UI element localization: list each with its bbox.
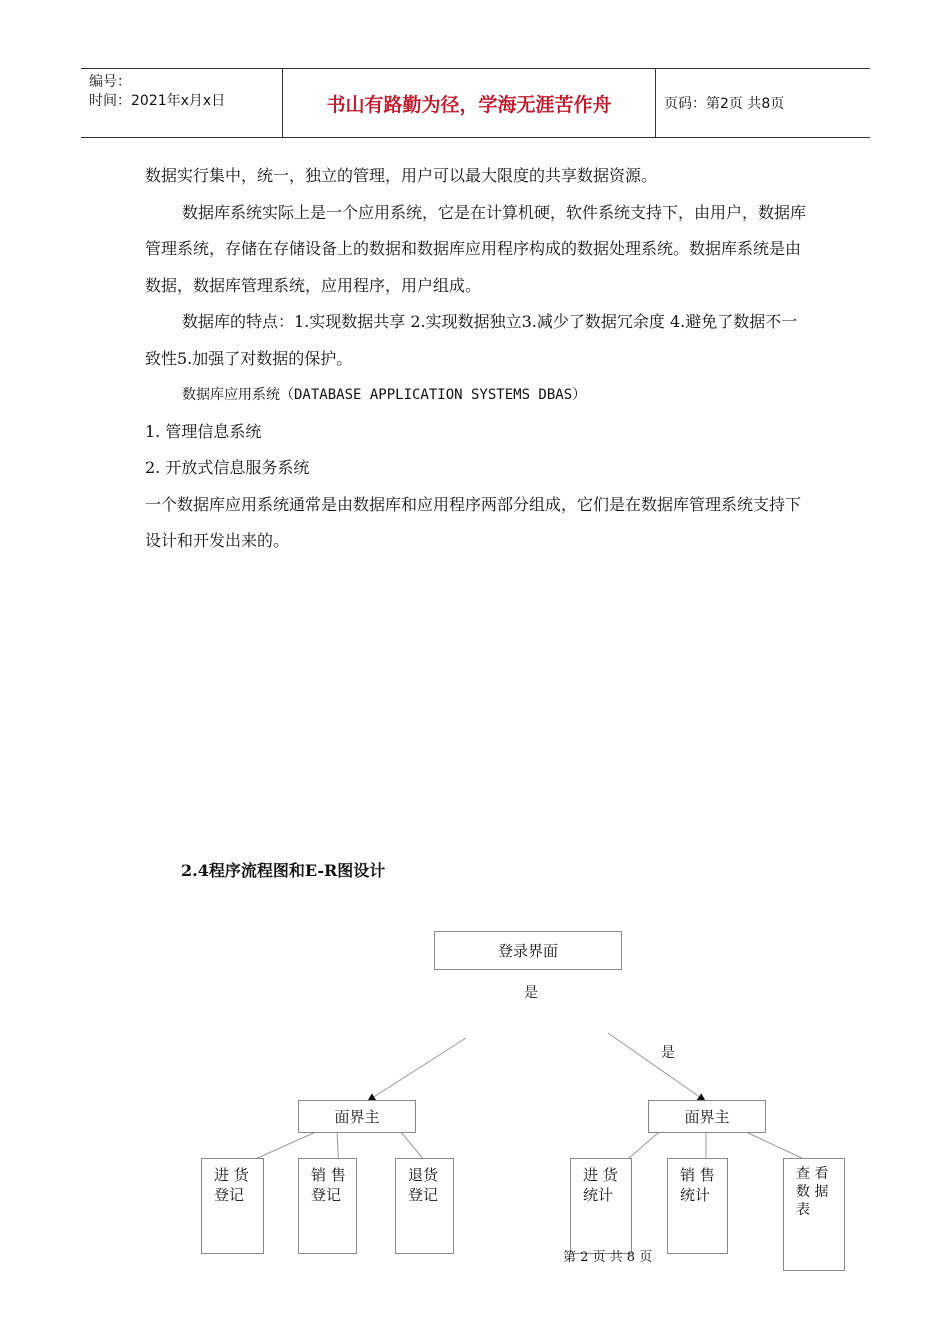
sales-register-box	[298, 1158, 357, 1254]
leaf-line: 查 看	[796, 1166, 829, 1182]
leaf-line: 统计	[680, 1186, 711, 1204]
leaf-line: 进 货	[583, 1166, 618, 1184]
header-page-info: 页码：第2页 共8页	[664, 96, 785, 112]
leaf-line: 统计	[583, 1186, 614, 1204]
paragraph: 数据库应用系统（DATABASE APPLICATION SYSTEMS DBAS）	[182, 387, 587, 403]
page-footer: 第 2 页 共 8 页	[563, 1250, 653, 1265]
main-interface-box-left: 面界主	[298, 1100, 416, 1133]
paragraph: 数据实行集中，统一，独立的管理，用户可以最大限度的共享数据资源。	[145, 166, 658, 185]
leaf-line: 退货	[408, 1166, 439, 1184]
list-item: 1. 管理信息系统	[145, 421, 262, 441]
return-register-box	[395, 1158, 454, 1254]
paragraph: 数据库的特点：1.实现数据共享 2.实现数据独立3.减少了数据冗余度 4.避免了数据不一致性5.加强了对数据的保护。	[145, 312, 798, 368]
list-item: 2. 开放式信息服务系统	[145, 458, 310, 477]
main-interface-box-right: 面界主	[648, 1100, 766, 1133]
sales-stats-box	[667, 1158, 728, 1254]
header-slogan: 书山有路勤为径，学海无涯苦作舟	[326, 93, 612, 116]
paragraph: 一个数据库应用系统通常是由数据库和应用程序两部分组成，它们是在数据库管理系统支持下设计和开发出来的。	[145, 494, 802, 550]
yes-label: 是	[524, 985, 538, 1001]
section-title: 2.4程序流程图和E-R图设计	[181, 861, 386, 880]
yes-label: 是	[661, 1045, 675, 1061]
number-label: 编号：	[89, 74, 131, 90]
purchase-register-box	[201, 1158, 264, 1254]
leaf-line: 数 据	[796, 1184, 829, 1200]
paragraph: 数据库系统实际上是一个应用系统，它是在计算机硬，软件系统支持下，由用户，数据库管理系统，存储在存储设备上的数据和数据库应用程序构成的数据处理系统。数据库系统是由数据，数据库管理系统，应用程序，用户组成。	[145, 202, 807, 295]
leaf-line: 登记	[311, 1186, 342, 1204]
leaf-line: 登记	[408, 1186, 439, 1204]
leaf-line: 表	[796, 1202, 810, 1218]
date-label: 时间：2021年x月x日	[89, 93, 226, 109]
view-data-box	[783, 1158, 845, 1271]
purchase-stats-box	[570, 1158, 632, 1254]
login-box: 登录界面	[434, 931, 622, 970]
leaf-line: 销 售	[311, 1166, 346, 1184]
leaf-line: 销 售	[680, 1166, 715, 1184]
leaf-line: 登记	[214, 1186, 245, 1204]
leaf-line: 进 货	[214, 1166, 249, 1184]
